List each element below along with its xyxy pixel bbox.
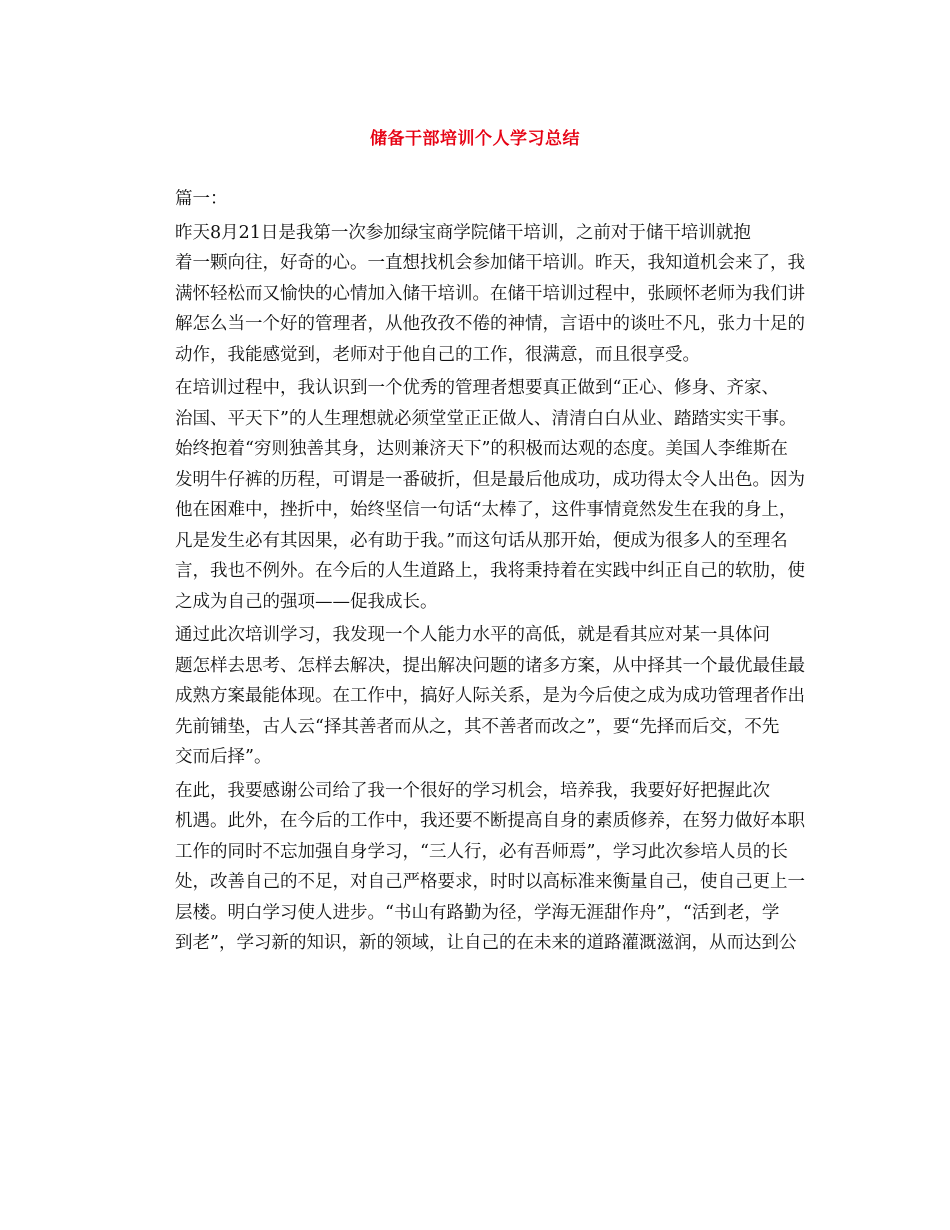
paragraph-2 (140, 373, 812, 617)
text-line: 解怎么当一个好的管理者，从他孜孜不倦的神情，言语中的谈吐不凡，张力十足的 (175, 314, 805, 334)
document-title: 储备干部培训个人学习总结 (370, 129, 580, 149)
text-line: 凡是发生必有其因果，必有助于我。”而这句话从那开始，便成为很多人的至理名 (175, 530, 788, 551)
text-line: 到老”，学习新的知识，新的领域，让自己的在未来的道路灌溉滋润，从而达到公 (175, 933, 797, 953)
text-line: 之成为自己的强项——促我成长。 (175, 591, 438, 612)
text-line: 满怀轻松而又愉快的心情加入储干培训。在储干培训过程中，张顾怀老师为我们讲 (175, 283, 805, 304)
text-line: 言，我也不例外。在今后的人生道路上，我将秉持着在实践中纠正自己的软肋，使 (175, 561, 805, 581)
text-line: 动作，我能感觉到，老师对于他自己的工作，很满意，而且很享受。 (175, 344, 700, 365)
text-line: 发明牛仔裤的历程，可谓是一番破折，但是最后他成功，成功得太令人出色。因为 (175, 469, 805, 490)
text-line: 题怎样去思考、怎样去解决，提出解决问题的诸多方案，从中择其一个最优最佳最 (175, 655, 805, 676)
text-line: 成熟方案最能体现。在工作中，搞好人际关系，是为今后使之成为成功管理者作出 (175, 686, 805, 706)
paragraph-3 (140, 620, 812, 773)
paragraph-1 (140, 218, 812, 371)
text-line: 治国、平天下”的人生理想就必须堂堂正正做人、清清白白从业、踏踏实实干事。 (175, 408, 797, 429)
text-line: 工作的同时不忘加强自身学习，“三人行，必有吾师焉”，学习此次参培人员的长 (175, 841, 788, 862)
text-line: 始终抱着“穷则独善其身，达则兼济天下”的积极而达观的态度。美国人李维斯在 (175, 439, 788, 459)
paragraph-4 (140, 776, 812, 959)
document-body (140, 184, 812, 962)
text-line: 先前铺垫，古人云“择其善者而从之，其不善者而改之”，要“先择而后交，不先 (175, 716, 780, 737)
section-label: 篇一： (175, 189, 228, 209)
text-line: 他在困难中，挫折中，始终坚信一句话“太棒了，这件事情竟然发生在我的身上， (175, 500, 797, 520)
text-line: 交而后择”。 (175, 747, 272, 767)
text-line: 在培训过程中，我认识到一个优秀的管理者想要真正做到“正心、修身、齐家、 (175, 378, 779, 398)
text-line: 机遇。此外，在今后的工作中，我还要不断提高自身的素质修养，在努力做好本职 (175, 811, 805, 831)
text-line: 通过此次培训学习，我发现一个人能力水平的高低，就是看其应对某一具体问 (175, 625, 770, 645)
text-line: 层楼。明白学习使人进步。“书山有路勤为径，学海无涯甜作舟”，“活到老，学 (175, 902, 780, 923)
text-line: 处，改善自己的不足，对自己严格要求，时时以高标准来衡量自己，使自己更上一 (175, 872, 805, 892)
text-line: 在此，我要感谢公司给了我一个很好的学习机会，培养我，我要好好把握此次 (175, 780, 770, 801)
text-line: 昨天8月21日是我第一次参加绿宝商学院储干培训，之前对于储干培训就抱 (175, 222, 751, 243)
text-line: 着一颗向往，好奇的心。一直想找机会参加储干培训。昨天，我知道机会来了，我 (175, 253, 805, 273)
